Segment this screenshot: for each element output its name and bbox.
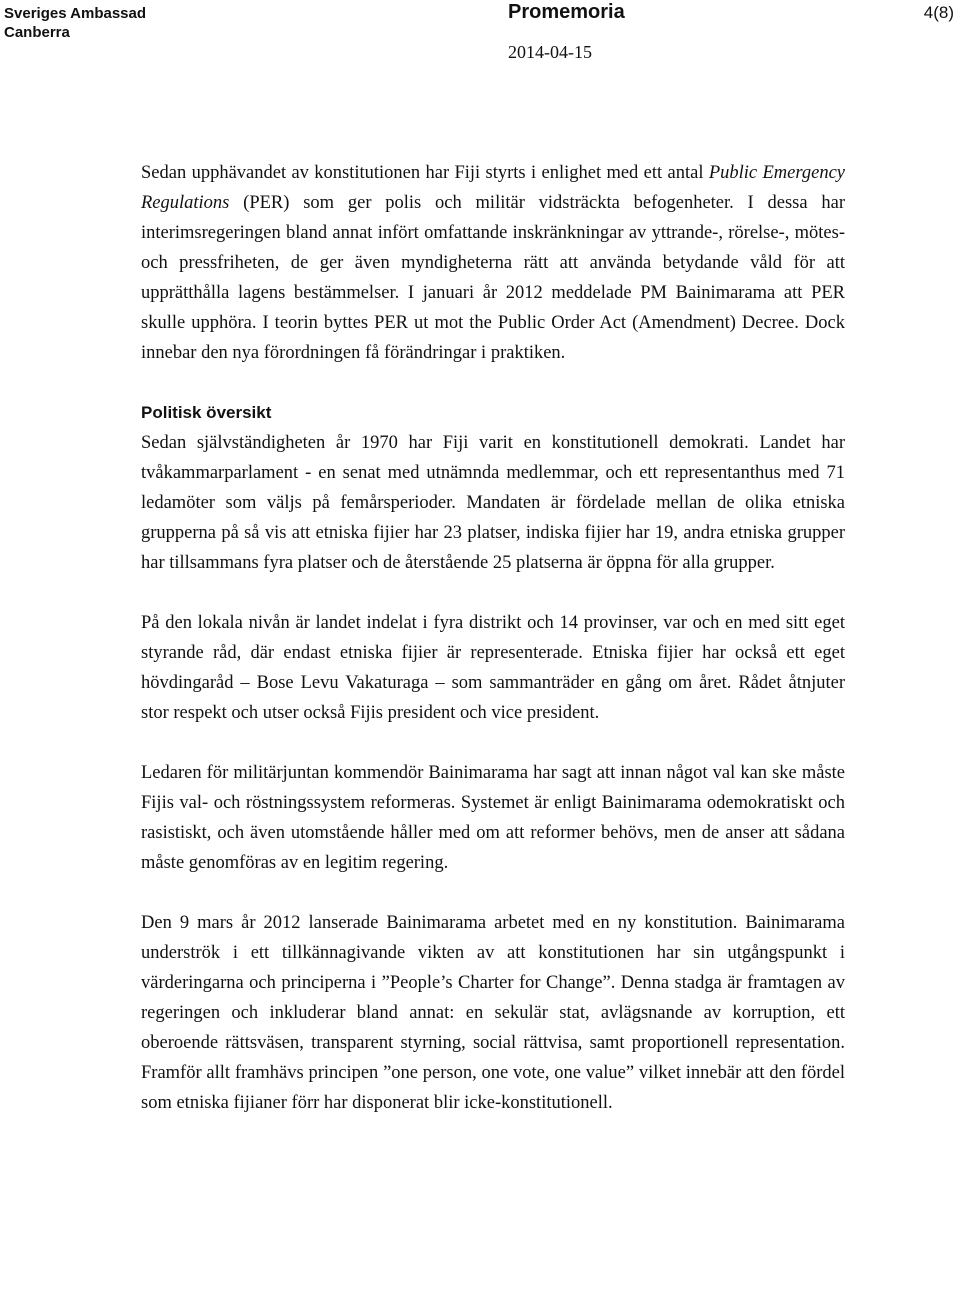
- page-header: [0, 0, 960, 70]
- paragraph-new-constitution: Den 9 mars år 2012 lanserade Bainimarama arbetet med en ny konstitution. Bainimarama underströk i ett tillkännagivande vikten av att konstitutionen har sin utgångspunkt i värderingarna och principerna i ”People’s Charter for Change”. Denna stadga är framtagen av regeringen och inkluderar bland annat: en sekulär stat, avlägsnande av korruption, ett oberoende rättsväsen, transparent styrning, social rättvisa, samt proportionell representation. Framför allt framhävs principen ”one person, one vote, one value” vilket innebär att den fördel som etniska fijianer förr har disponerat blir icke-konstitutionell.: [141, 913, 845, 1113]
- document-date: 2014-04-15: [508, 42, 592, 62]
- sender-block: [4, 4, 146, 42]
- sender-location: Canberra: [4, 24, 70, 41]
- paragraph-electoral-reform: Ledaren för militärjuntan kommendör Bainimarama har sagt att innan något val kan ske måste Fijis val- och röstningssystem reformeras. Systemet är enligt Bainimarama odemokratiskt och rasistiskt, och även utomstående håller med om att reformer behövs, men de anser att sådana måste genomföras av en legitim regering.: [141, 763, 845, 873]
- italic-term: Public Emergency Regulations: [141, 163, 845, 213]
- paragraph-text: (PER) som ger polis och militär vidsträckta befogenheter. I dessa har interimsregeringen bland annat infört omfattande inskränkningar av yttrande-, rörelse-, mötes- och pressfriheten, de ger även myndigheterna rätt att använda betydande våld för att upprätthålla lagens bestämmelser. I januari år 2012 meddelade PM Bainimarama att PER skulle upphöra. I teorin byttes PER ut mot the Public Order Act (Amendment) Decree. Dock innebar den nya förordningen få förändringar i praktiken.: [141, 193, 845, 363]
- document-type: Promemoria: [508, 1, 625, 23]
- paragraph-text: Sedan upphävandet av konstitutionen har Fiji styrts i enlighet med ett antal: [141, 163, 709, 183]
- paragraph-local-level: På den lokala nivån är landet indelat i fyra distrikt och 14 provinser, var och en med sitt eget styrande råd, där endast etniska fijier är representerade. Etniska fijier har också ett eget hövdingaråd – Bose Levu Vakaturaga – som sammanträder en gång om året. Rådet åtnjuter stor respekt och utser också Fijis president och vice president.: [141, 613, 845, 723]
- paragraph-parliament: Sedan självständigheten år 1970 har Fiji varit en konstitutionell demokrati. Landet har tvåkammarparlament - en senat med utnämnda medlemmar, och ett representanthus med 71 ledamöter som väljs på femårsperioder. Mandaten är fördelade mellan de olika etniska grupperna på så vis att etniska fijier har 23 platser, indiska fijier har 19, andra etniska grupper har tillsammans fyra platser och de återstående 25 platserna är öppna för alla grupper.: [141, 433, 845, 573]
- document-body: [141, 158, 845, 1118]
- sender-organization: Sveriges Ambassad: [4, 5, 147, 22]
- page-number: 4(8): [923, 3, 954, 22]
- section-heading: Politisk översikt: [141, 403, 272, 422]
- paragraph-per-regulations: [141, 158, 845, 368]
